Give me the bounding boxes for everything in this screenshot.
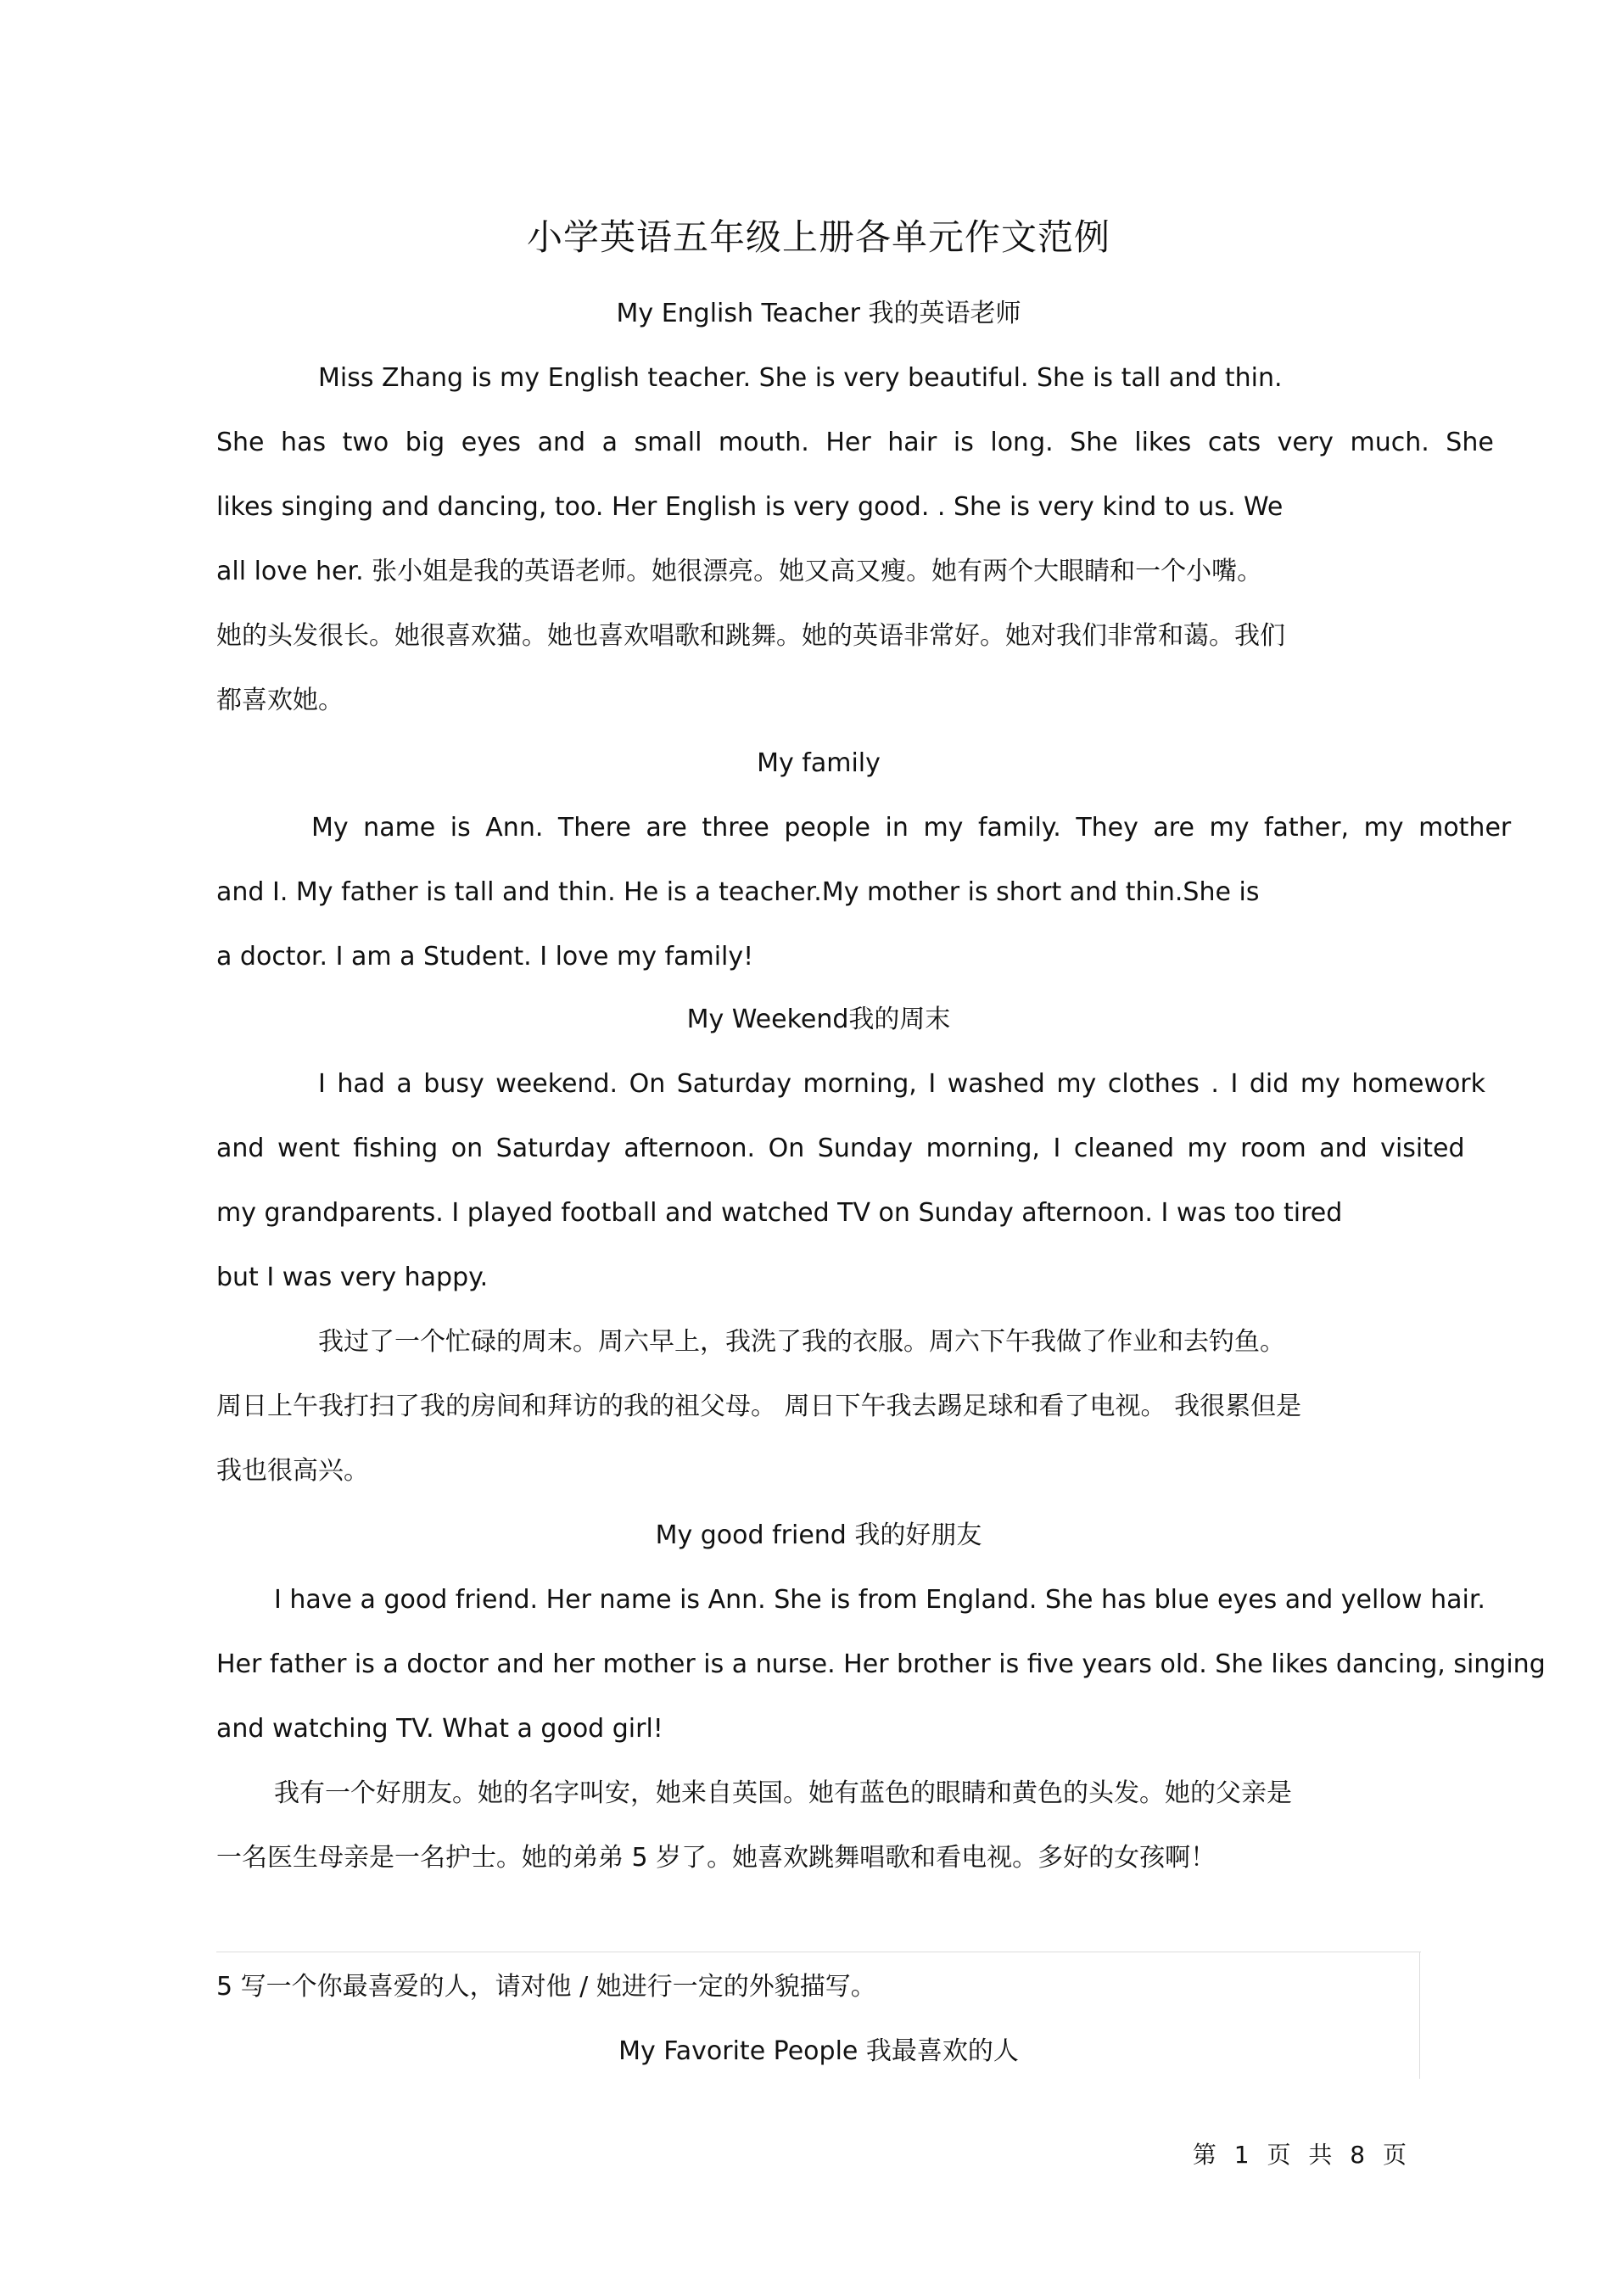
paragraph-line: 周日上午我打扫了我的房间和拜访的我的祖父母。 周日下午我去踢足球和看了电视。 我很累但是 (216, 1392, 1302, 1421)
paragraph-line: 我有一个好朋友。她的名字叫安，她来自英国。她有蓝色的眼睛和黄色的头发。她的父亲是 (274, 1778, 1292, 1808)
paragraph-line: Her father is a doctor and her mother is a nurse. Her brother is five years old. She likes dancing, singing (216, 1649, 1546, 1679)
paragraph-line: likes singing and dancing, too. Her English is very good. . She is very kind to us. We (216, 492, 1284, 522)
paragraph-line: my grandparents. I played football and watched TV on Sunday afternoon. I was too tired (216, 1198, 1343, 1228)
section-heading-family: My family (757, 748, 881, 778)
paragraph-line: 一名医生母亲是一名护士。她的弟弟 5 岁了。她喜欢跳舞唱歌和看电视。多好的女孩啊！ (216, 1843, 1216, 1873)
paragraph-line: and watching TV. What a good girl! (216, 1714, 663, 1744)
task-heading: My Favorite People 我最喜欢的人 (618, 2036, 1019, 2066)
page-number: 第 1 页 共 8 页 (1192, 2141, 1412, 2169)
paragraph-line: 都喜欢她。 (216, 686, 344, 715)
section-heading-friend: My good friend 我的好朋友 (655, 1520, 982, 1550)
paragraph-line: but I was very happy. (216, 1263, 489, 1292)
paragraph-line: Miss Zhang is my English teacher. She is very beautiful. She is tall and thin. (318, 363, 1283, 393)
section-heading-teacher: My English Teacher 我的英语老师 (616, 299, 1021, 328)
paragraph-line: and went fishing on Saturday afternoon. On Sunday morning, I cleaned my room and visited (216, 1134, 1465, 1163)
paragraph-line: a doctor. I am a Student. I love my family! (216, 942, 754, 972)
paragraph-line: 我也很高兴。 (216, 1456, 369, 1486)
page-title: 小学英语五年级上册各单元作文范例 (526, 216, 1110, 258)
paragraph-line: She has two big eyes and a small mouth. Her hair is long. She likes cats very much. She (216, 428, 1494, 457)
paragraph-line: 她的头发很长。她很喜欢猫。她也喜欢唱歌和跳舞。她的英语非常好。她对我们非常和蔼。我们 (216, 621, 1285, 651)
paragraph-line: 我过了一个忙碌的周末。周六早上，我洗了我的衣服。周六下午我做了作业和去钓鱼。 (318, 1327, 1285, 1357)
paragraph-line: I have a good friend. Her name is Ann. She is from England. She has blue eyes and yellow hair. (274, 1585, 1485, 1615)
paragraph-line: I had a busy weekend. On Saturday morning, I washed my clothes . I did my homework (318, 1069, 1486, 1099)
section-heading-weekend: My Weekend我的周末 (686, 1005, 951, 1034)
paragraph-line: and I. My father is tall and thin. He is a teacher.My mother is short and thin.She is (216, 877, 1260, 907)
paragraph-line: My name is Ann. There are three people in my family. They are my father, my mother (311, 813, 1512, 843)
paragraph-line: all love her. 张小姐是我的英语老师。她很漂亮。她又高又瘦。她有两个大眼睛和一个小嘴。 (216, 557, 1263, 586)
task-prompt: 5 写一个你最喜爱的人，请对他 / 她进行一定的外貌描写。 (216, 1972, 876, 2002)
